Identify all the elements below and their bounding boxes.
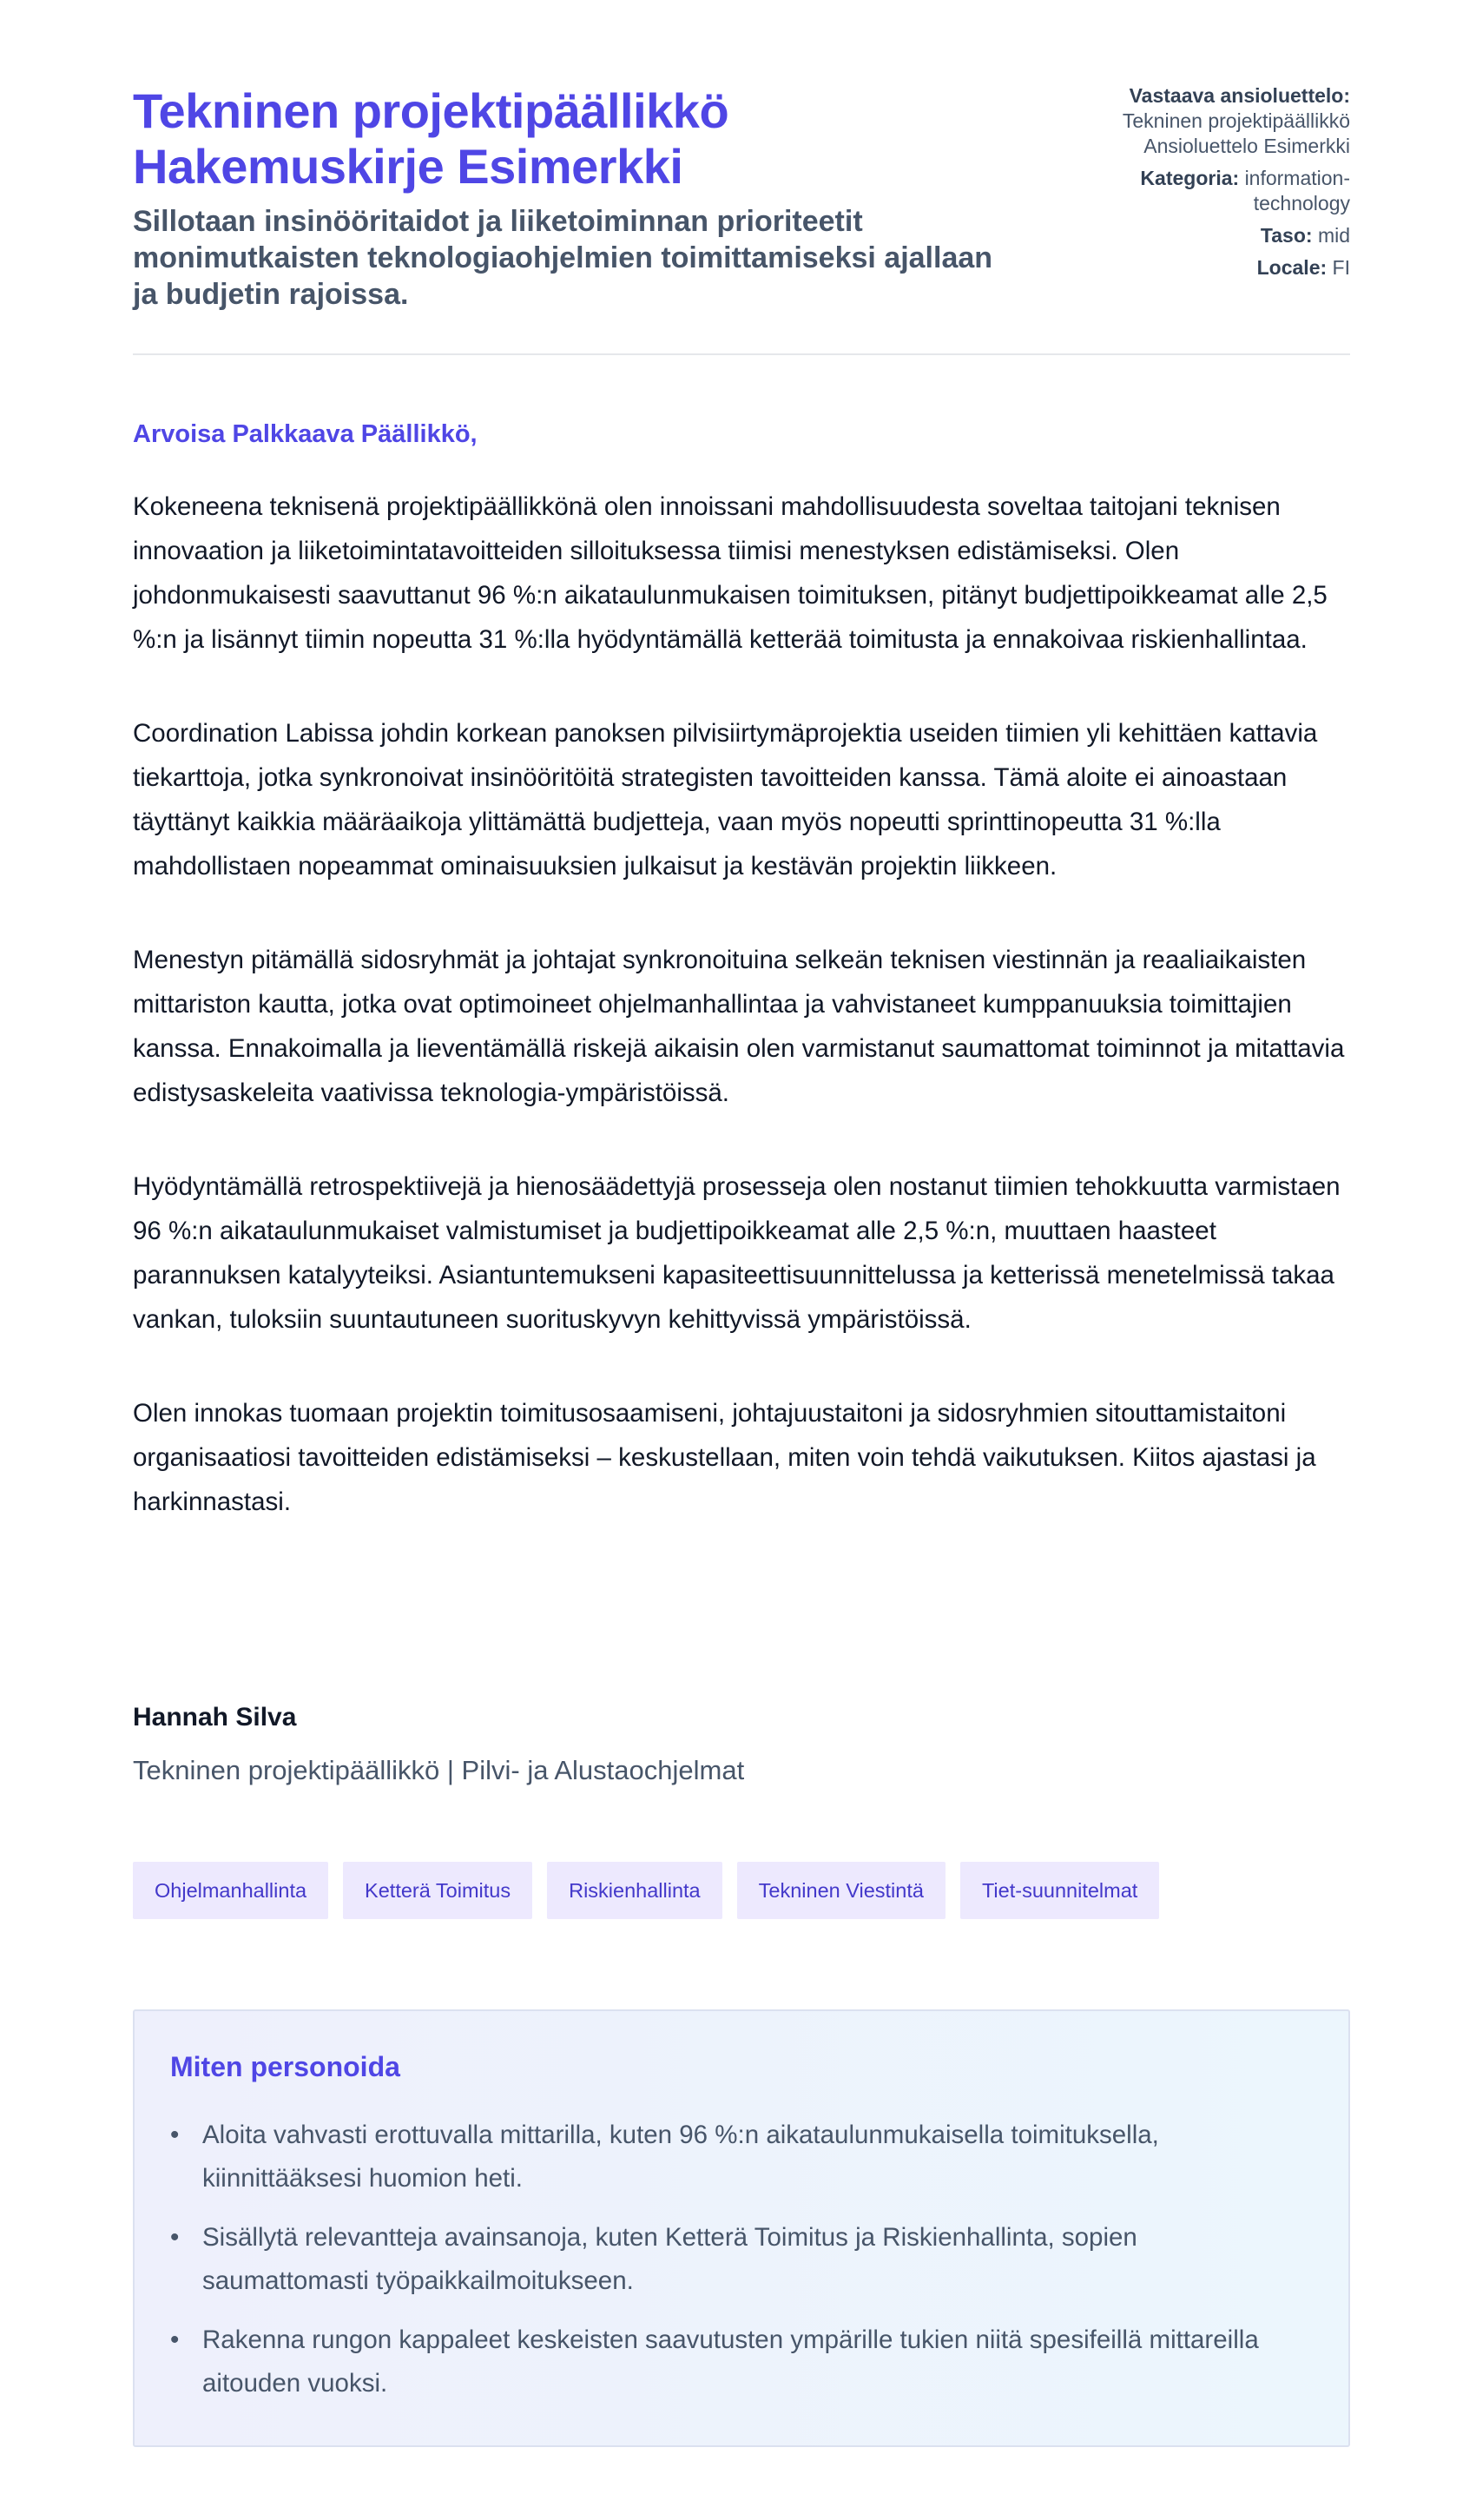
tip-text: Sisällytä relevantteja avainsanoja, kuten Ketterä Toimitus ja Riskienhallinta, sopien saumattomasti työpaikkailmoitukseen. xyxy=(202,2223,1137,2295)
title-line-1: Tekninen projektipäällikkö xyxy=(133,83,729,138)
meta-locale-value: FI xyxy=(1332,256,1350,279)
meta-locale xyxy=(1055,255,1350,280)
page-title xyxy=(133,83,1001,195)
salutation: Arvoisa Palkkaava Päällikkö, xyxy=(133,420,478,448)
bullet-icon: • xyxy=(170,2325,180,2354)
meta-resume-value: Tekninen projektipäällikkö Ansioluettelo Esimerkki xyxy=(1122,109,1350,157)
header xyxy=(133,83,1350,354)
title-line-2: Hakemuskirje Esimerkki xyxy=(133,139,683,194)
skill-tag: Ketterä Toimitus xyxy=(343,1862,532,1919)
letter-body xyxy=(133,485,1350,1573)
signature-name: Hannah Silva xyxy=(133,1703,297,1732)
skill-tag: Ohjelmanhallinta xyxy=(133,1862,328,1919)
meta-resume-label: Vastaava ansioluettelo: xyxy=(1129,84,1350,107)
list-item xyxy=(170,2114,1299,2200)
skill-tag: Tekninen Viestintä xyxy=(737,1862,946,1919)
meta-level-value: mid xyxy=(1317,224,1350,247)
header-divider xyxy=(133,353,1350,355)
list-item xyxy=(170,2319,1299,2405)
personalization-tips-box xyxy=(133,2009,1350,2447)
bullet-icon: • xyxy=(170,2223,180,2252)
signature-title: Tekninen projektipäällikkö | Pilvi- ja Alustaochjelmat xyxy=(133,1755,745,1785)
tip-text: Rakenna rungon kappaleet keskeisten saavutusten ympärille tukien niitä spesifeillä mittareilla aitouden vuoksi. xyxy=(202,2325,1259,2398)
meta-level-label: Taso: xyxy=(1260,224,1313,247)
meta-category-value: information-technology xyxy=(1244,167,1350,214)
meta-level xyxy=(1055,223,1350,248)
meta-panel xyxy=(1055,83,1350,287)
meta-category xyxy=(1055,166,1350,216)
skill-tag: Tiet-suunnitelmat xyxy=(960,1862,1159,1919)
tip-text: Aloita vahvasti erottuvalla mittarilla, kuten 96 %:n aikataulunmukaisella toimituksella, kiinnittääksesi huomion heti. xyxy=(202,2121,1159,2193)
list-item xyxy=(170,2216,1299,2303)
bullet-icon: • xyxy=(170,2121,180,2149)
body-paragraph-5: Olen innokas tuomaan projektin toimitusosaamiseni, johtajuustaitoni ja sidosryhmien sitouttamistaitoni organisaatiosi tavoitteiden edistämiseksi – keskustellaan, miten voin tehdä vaikutuksen. Kiitos ajastasi ja harkinnastasi. xyxy=(133,1399,1316,1516)
skill-tag: Riskienhallinta xyxy=(547,1862,722,1919)
skill-tags xyxy=(133,1862,1159,1919)
body-paragraph-2: Coordination Labissa johdin korkean panoksen pilvisiirtymäprojektia useiden tiimien yli kehittäen kattavia tiekarttoja, jotka synkronoivat insinööritöitä strategisten tavoitteiden kanssa. Tämä aloite ei ainoastaan täyttänyt kaikkia määräaikoja ylittämättä budjetteja, vaan myös nopeutti sprinttinopeutta 31 %:lla mahdollistaen nopeammat ominaisuuksien julkaisut ja kestävän projektin liikkeen. xyxy=(133,719,1318,881)
meta-resume xyxy=(1055,83,1350,159)
body-paragraph-3: Menestyn pitämällä sidosryhmät ja johtajat synkronoituina selkeän teknisen viestinnän ja reaaliaikaisten mittariston kautta, jotka ovat optimoineet ohjelmanhallintaa ja vahvistaneet kumppanuuksia toimittajien kanssa. Ennakoimalla ja lieventämällä riskejä aikaisin olen varmistanut saumattomat toiminnot ja mitattavia edistysaskeleita vaativissa teknologia-ympäristöissä. xyxy=(133,946,1345,1107)
body-paragraph-1: Kokeneena teknisenä projektipäällikkönä olen innoissani mahdollisuudesta soveltaa taitojani teknisen innovaation ja liiketoimintatavoitteiden silloituksessa tiimisi menestyksen edistämiseksi. Olen johdonmukaisesti saavuttanut 96 %:n aikataulunmukaisen toimituksen, pitänyt budjettipoikkeamat alle 2,5 %:n ja lisännyt tiimin nopeutta 31 %:lla hyödyntämällä ketterää toimitusta ja ennakoivaa riskienhallintaa. xyxy=(133,492,1328,654)
meta-locale-label: Locale: xyxy=(1256,256,1328,279)
tips-title: Miten personoida xyxy=(170,2051,400,2082)
body-paragraph-4: Hyödyntämällä retrospektiivejä ja hienosäädettyjä prosesseja olen nostanut tiimien tehokkuutta varmistaen 96 %:n aikataulunmukaiset valmistumiset ja budjettipoikkeamat alle 2,5 %:n, muuttaen haasteet parannuksen katalyyteiksi. Asiantuntemukseni kapasiteettisuunnittelussa ja ketterissä menetelmissä takaa vankan, tuloksiin suuntautuneen suorituskyvyn kehittyvissä ympäristöissä. xyxy=(133,1172,1341,1334)
meta-category-label: Kategoria: xyxy=(1140,167,1240,189)
tips-list xyxy=(170,2114,1299,2421)
page-subtitle: Sillotaan insinööritaidot ja liiketoiminnan prioriteetit monimutkaisten teknologiaohjelmien toimittamiseksi ajallaan ja budjetin rajoissa. xyxy=(133,205,993,311)
